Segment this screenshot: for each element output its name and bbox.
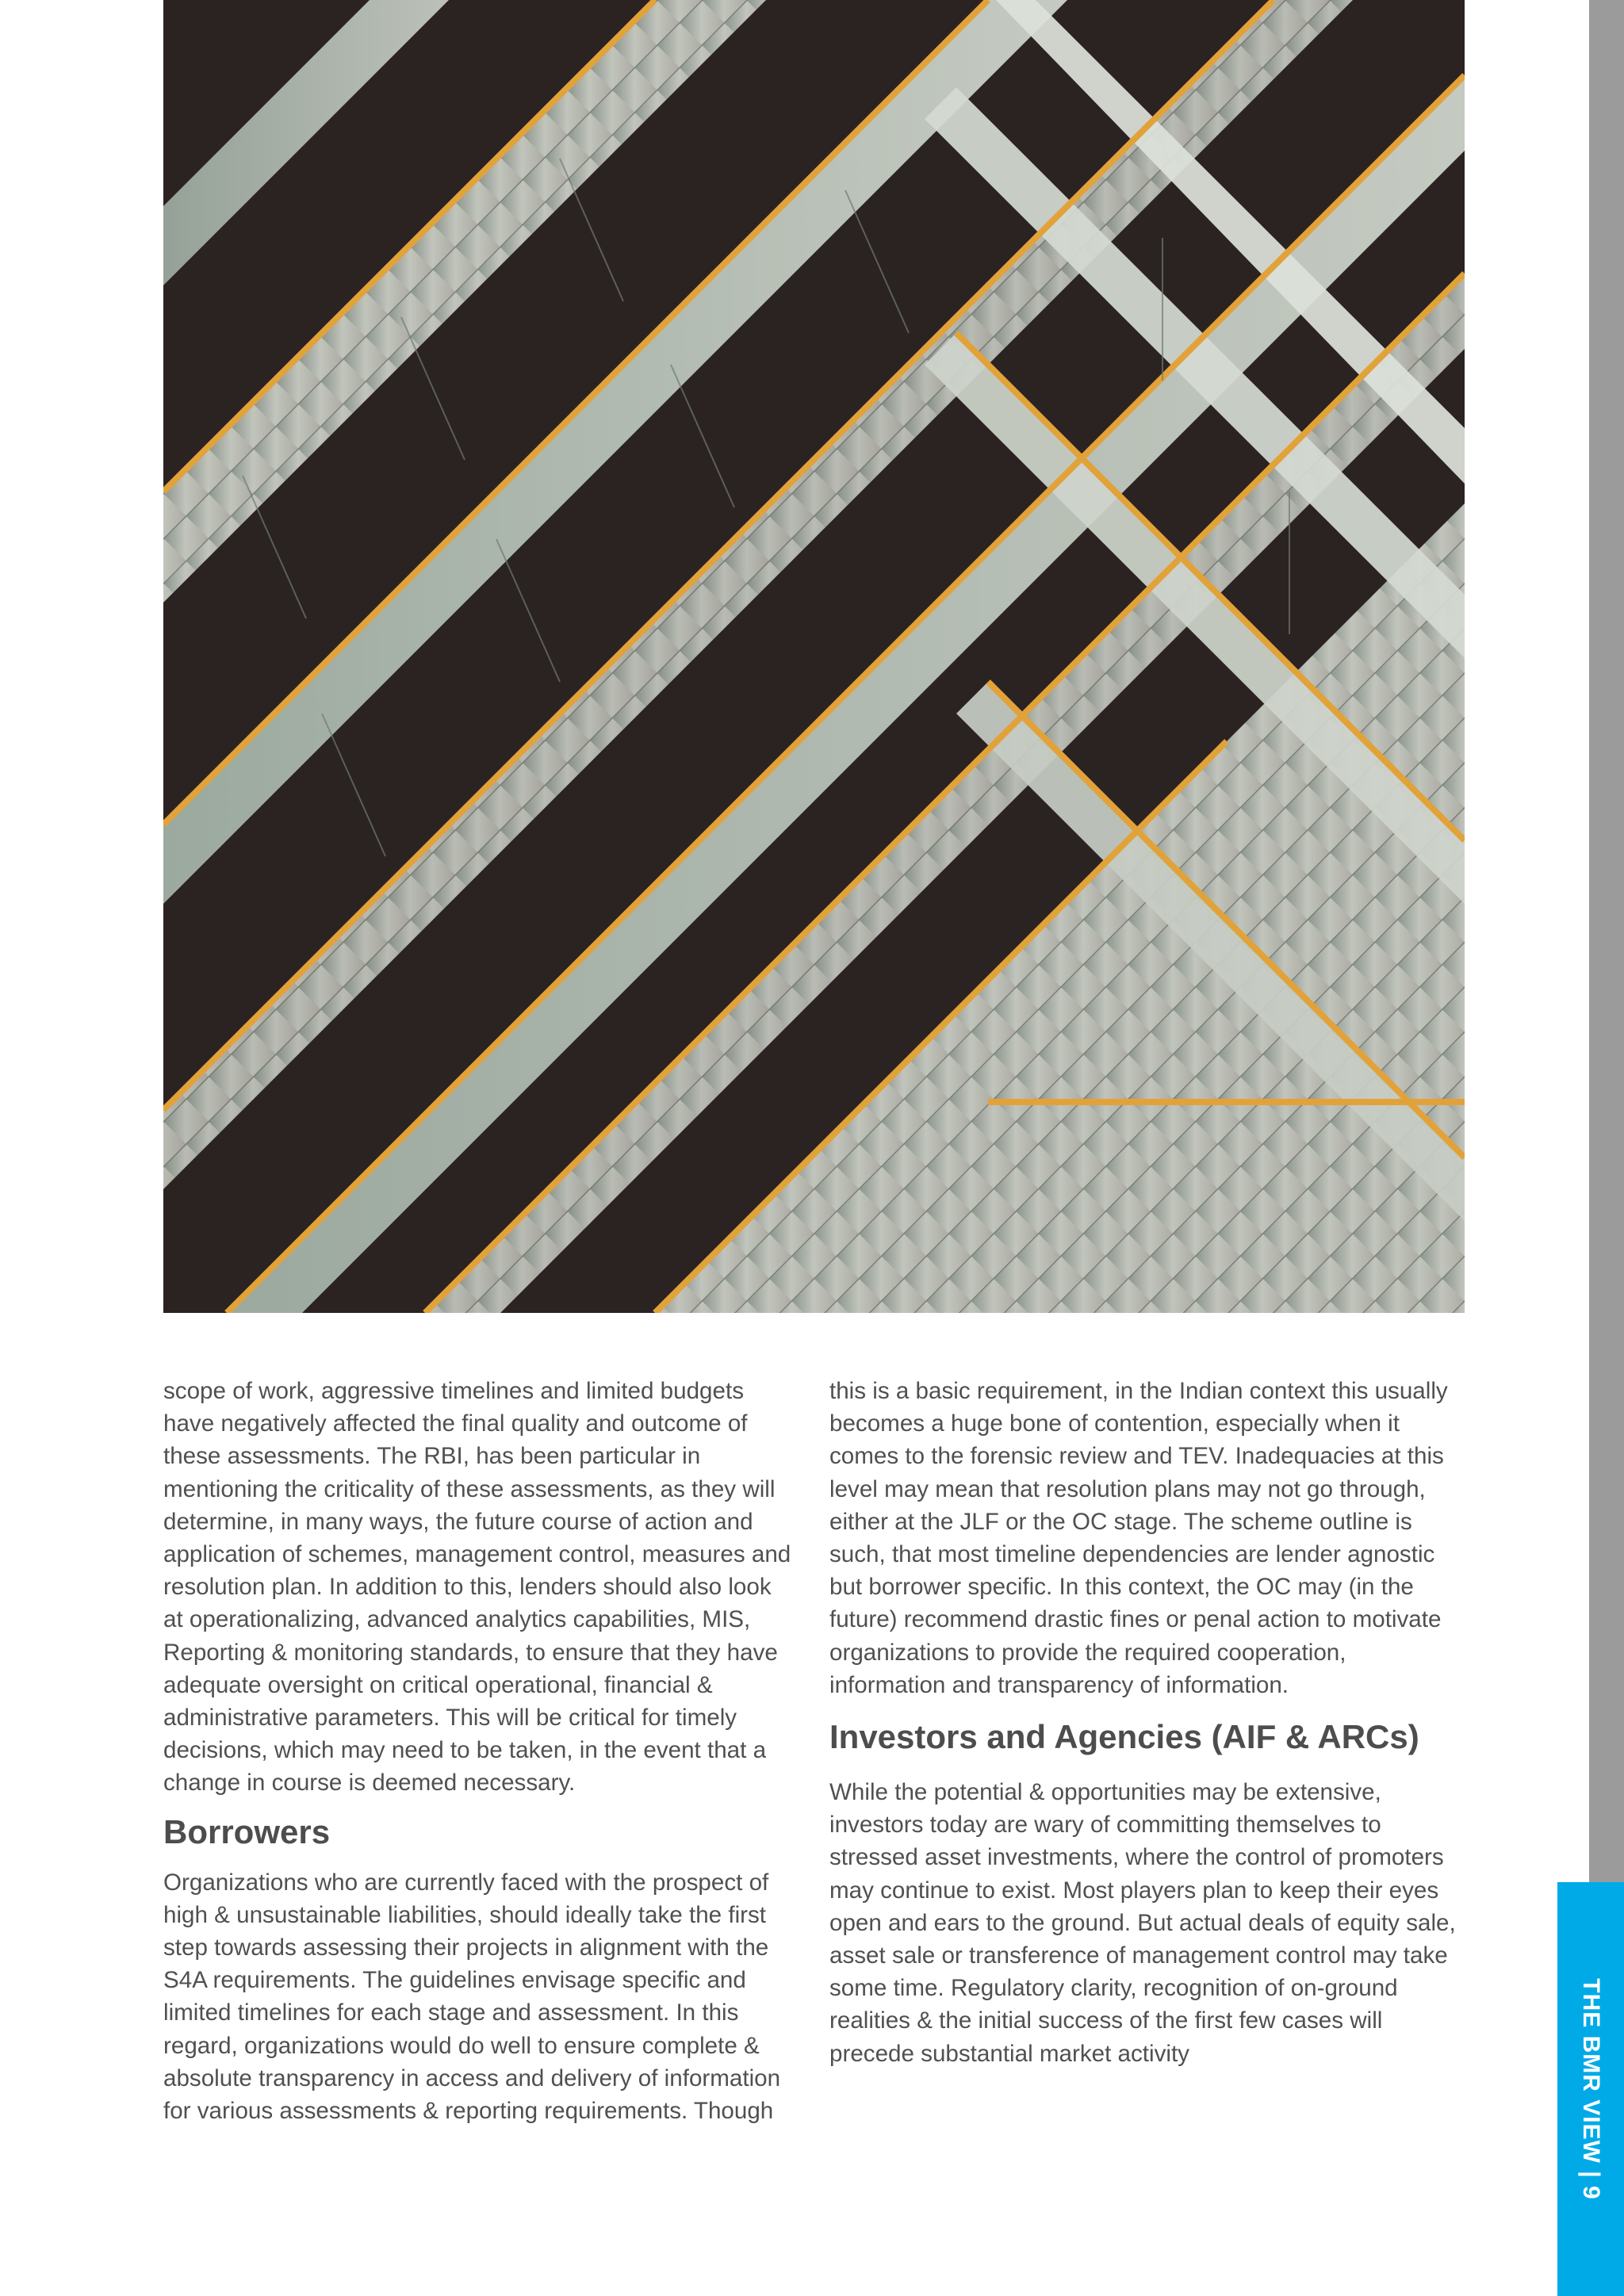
right-column (829, 1375, 1461, 2070)
borrowers-heading: Borrowers (163, 1812, 331, 1850)
staircase-illustration (163, 0, 1465, 1313)
right-paragraph-1: this is a basic requirement, in the Indian context this usually becomes a huge bone of contention, especially when it comes to the forensic review and TEV. Inadequacies at this level may mean that resolution plans may not go through, either at the JLF or the OC stage. The scheme outline is such, that most timeline dependencies are lender agnostic but borrower specific. In this context, the OC may (in the future) recommend drastic fines or penal action to motivate organizations to provide the required cooperation, information and transparency of information. (829, 1378, 1448, 1698)
section-tab (1557, 1882, 1624, 2296)
right-paragraph-2: While the potential & opportunities may be extensive, investors today are wary of committing themselves to stressed asset investments, where the control of promoters may continue to exist. Most players plan to keep their eyes open and ears to the ground. But actual deals of equity sale, asset sale or transference of management control may take some time. Regulatory clarity, recognition of on-ground realities & the initial success of the first few cases will precede substantial market activity (829, 1779, 1456, 2067)
side-gray-bar (1589, 0, 1624, 1882)
left-paragraph-1: scope of work, aggressive timelines and limited budgets have negatively affected the final quality and outcome of these assessments. The RBI, has been particular in mentioning the criticality of these assessments, as they will determine, in many ways, the future course of action and application of schemes, management control, measures and resolution plan. In addition to this, lenders should also look at operationalizing, advanced analytics capabilities, MIS, Reporting & monitoring standards, to ensure that they have adequate oversight on critical operational, financial & administrative parameters. This will be critical for timely decisions, which may need to be taken, in the event that a change in course is deemed necessary. (163, 1378, 791, 1797)
staircase-photo (163, 0, 1465, 1313)
left-column (163, 1375, 795, 2127)
investors-heading: Investors and Agencies (AIF & ARCs) (829, 1718, 1419, 1756)
left-paragraph-2: Organizations who are currently faced with the prospect of high & unsustainable liabilities, should ideally take the first step towards assessing their projects in alignment with the S4A requirements. The guidelines envisage specific and limited timelines for each stage and assessment. In this regard, organizations would do well to ensure complete & absolute transparency in access and delivery of information for various assessments & reporting requirements. Though (163, 1869, 781, 2125)
section-tab-label: THE BMR VIEW | 9 (1578, 1978, 1604, 2200)
